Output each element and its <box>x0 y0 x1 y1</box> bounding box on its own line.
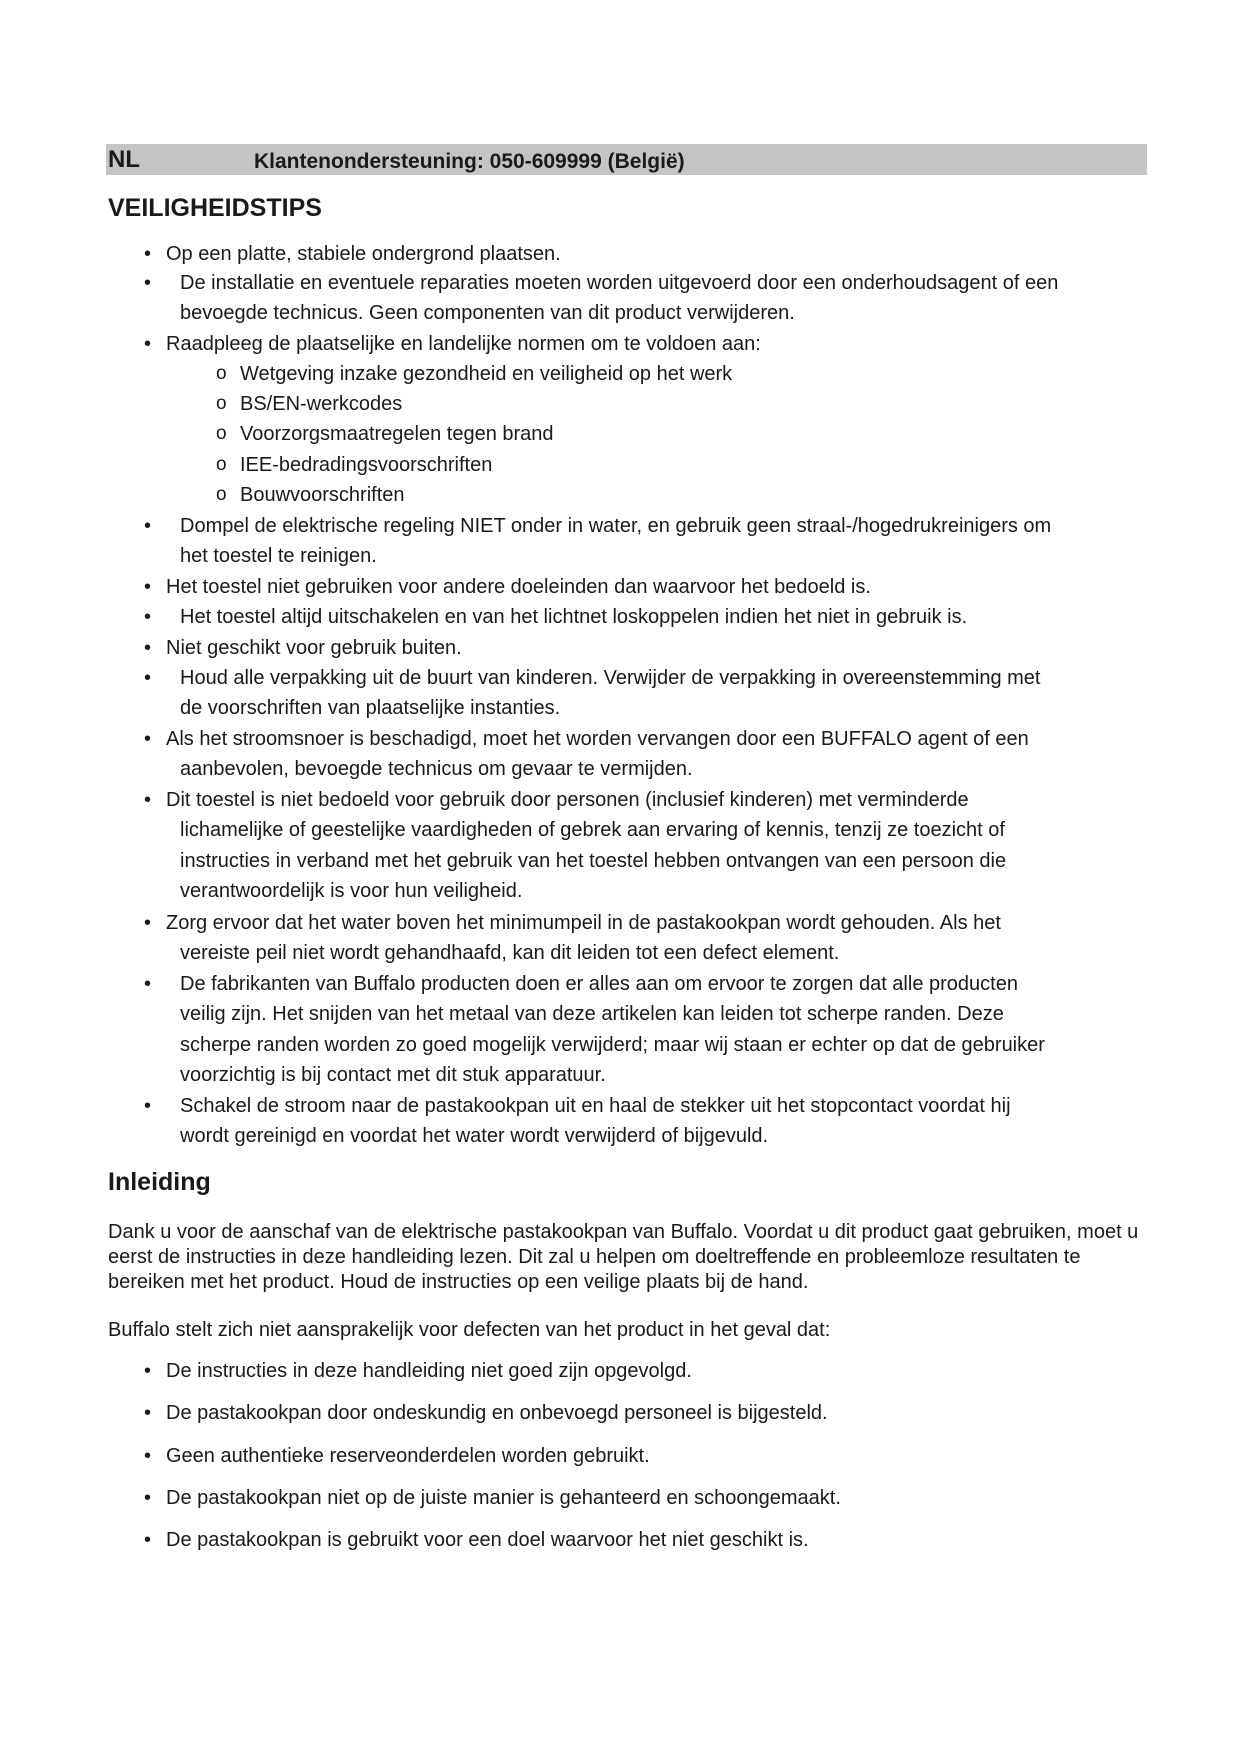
safety-item-text: lichamelijke of geestelijke vaardigheden of gebrek aan ervaring of kennis, tenzij ze toezicht of <box>180 819 1005 841</box>
safety-item-text: Als het stroomsnoer is beschadigd, moet het worden vervangen door een BUFFALO agent of een <box>166 728 1029 750</box>
circle-bullet-icon: o <box>216 454 227 475</box>
safety-item-text: Raadpleeg de plaatselijke en landelijke normen om te voldoen aan: <box>166 333 761 355</box>
safety-item-text: voorzichtig is bij contact met dit stuk apparatuur. <box>180 1064 606 1086</box>
liability-item-text: De instructies in deze handleiding niet goed zijn opgevolgd. <box>166 1360 692 1382</box>
safety-item-text: Dit toestel is niet bedoeld voor gebruik door personen (inclusief kinderen) met verminderde <box>166 789 969 811</box>
circle-bullet-icon: o <box>216 393 227 414</box>
bullet-icon: • <box>144 1445 152 1467</box>
safety-item-text: het toestel te reinigen. <box>180 545 377 567</box>
safety-item-text: aanbevolen, bevoegde technicus om gevaar te vermijden. <box>180 758 693 780</box>
safety-item-text: Op een platte, stabiele ondergrond plaatsen. <box>166 243 561 265</box>
bullet-icon: • <box>144 272 152 294</box>
liability-paragraph: Buffalo stelt zich niet aansprakelijk voor defecten van het product in het geval dat: <box>108 1319 831 1341</box>
bullet-icon: • <box>144 667 152 689</box>
safety-item-text: scherpe randen worden zo goed mogelijk verwijderd; maar wij staan er echter op dat de gebruiker <box>180 1034 1045 1056</box>
safety-item-text: Het toestel niet gebruiken voor andere doeleinden dan waarvoor het bedoeld is. <box>166 576 871 598</box>
safety-item-text: De fabrikanten van Buffalo producten doen er alles aan om ervoor te zorgen dat alle producten <box>180 973 1018 995</box>
safety-item-text: De installatie en eventuele reparaties moeten worden uitgevoerd door een onderhoudsagent of een <box>180 272 1059 294</box>
bullet-icon: • <box>144 637 152 659</box>
safety-subitem-text: IEE-bedradingsvoorschriften <box>240 454 493 476</box>
safety-item-text: de voorschriften van plaatselijke instanties. <box>180 697 561 719</box>
bullet-icon: • <box>144 912 152 934</box>
safety-item-text: verantwoordelijk is voor hun veiligheid. <box>180 880 523 902</box>
customer-support-line: Klantenondersteuning: 050-609999 (België) <box>254 150 685 173</box>
safety-subitem-text: Bouwvoorschriften <box>240 484 405 506</box>
safety-item-text: Het toestel altijd uitschakelen en van het lichtnet loskoppelen indien het niet in gebruik is. <box>180 606 968 628</box>
safety-item-text: bevoegde technicus. Geen componenten van dit product verwijderen. <box>180 302 795 324</box>
safety-item-text: Niet geschikt voor gebruik buiten. <box>166 637 462 659</box>
bullet-icon: • <box>144 576 152 598</box>
circle-bullet-icon: o <box>216 363 227 384</box>
bullet-icon: • <box>144 728 152 750</box>
language-code: NL <box>108 146 140 173</box>
safety-subitem-text: BS/EN-werkcodes <box>240 393 403 415</box>
circle-bullet-icon: o <box>216 423 227 444</box>
safety-item-text: instructies in verband met het gebruik van het toestel hebben ontvangen van een persoon die <box>180 850 1007 872</box>
liability-item-text: De pastakookpan niet op de juiste manier is gehanteerd en schoongemaakt. <box>166 1487 841 1509</box>
safety-item-text: veilig zijn. Het snijden van het metaal van deze artikelen kan leiden tot scherpe randen. Deze <box>180 1003 1004 1025</box>
safety-item-text: Zorg ervoor dat het water boven het minimumpeil in de pastakookpan wordt gehouden. Als het <box>166 912 1001 934</box>
liability-item-text: De pastakookpan door ondeskundig en onbevoegd personeel is bijgesteld. <box>166 1402 828 1424</box>
bullet-icon: • <box>144 1360 152 1382</box>
bullet-icon: • <box>144 333 152 355</box>
liability-item-text: De pastakookpan is gebruikt voor een doel waarvoor het niet geschikt is. <box>166 1529 809 1551</box>
bullet-icon: • <box>144 1095 152 1117</box>
safety-item-text: wordt gereinigd en voordat het water wordt verwijderd of bijgevuld. <box>180 1125 769 1147</box>
intro-title: Inleiding <box>108 1168 211 1196</box>
safety-item-text: Dompel de elektrische regeling NIET onder in water, en gebruik geen straal-/hogedrukreinigers om <box>180 515 1052 537</box>
bullet-icon: • <box>144 1402 152 1424</box>
safety-item-text: Houd alle verpakking uit de buurt van kinderen. Verwijder de verpakking in overeenstemming met <box>180 667 1041 689</box>
safety-item-text: vereiste peil niet wordt gehandhaafd, kan dit leiden tot een defect element. <box>180 942 840 964</box>
bullet-icon: • <box>144 973 152 995</box>
circle-bullet-icon: o <box>216 484 227 505</box>
safety-title: VEILIGHEIDSTIPS <box>108 194 322 222</box>
safety-subitem-text: Wetgeving inzake gezondheid en veiligheid op het werk <box>240 363 733 385</box>
bullet-icon: • <box>144 1529 152 1551</box>
safety-item-text: Schakel de stroom naar de pastakookpan uit en haal de stekker uit het stopcontact voordat hij <box>180 1095 1011 1117</box>
intro-paragraph: Dank u voor de aanschaf van de elektrische pastakookpan van Buffalo. Voordat u dit product gaat gebruiken, moet u eerst de instructies in deze handleiding lezen. Dit zal u helpen om doeltreffende en probleemloze resultaten te bereiken met het product. Houd de instructies op een veilige plaats bij de hand. <box>108 1221 1139 1293</box>
bullet-icon: • <box>144 606 152 628</box>
safety-subitem-text: Voorzorgsmaatregelen tegen brand <box>240 423 554 445</box>
header-bar <box>106 144 1147 175</box>
bullet-icon: • <box>144 515 152 537</box>
bullet-icon: • <box>144 789 152 811</box>
liability-item-text: Geen authentieke reserveonderdelen worden gebruikt. <box>166 1445 650 1467</box>
bullet-icon: • <box>144 243 152 265</box>
bullet-icon: • <box>144 1487 152 1509</box>
